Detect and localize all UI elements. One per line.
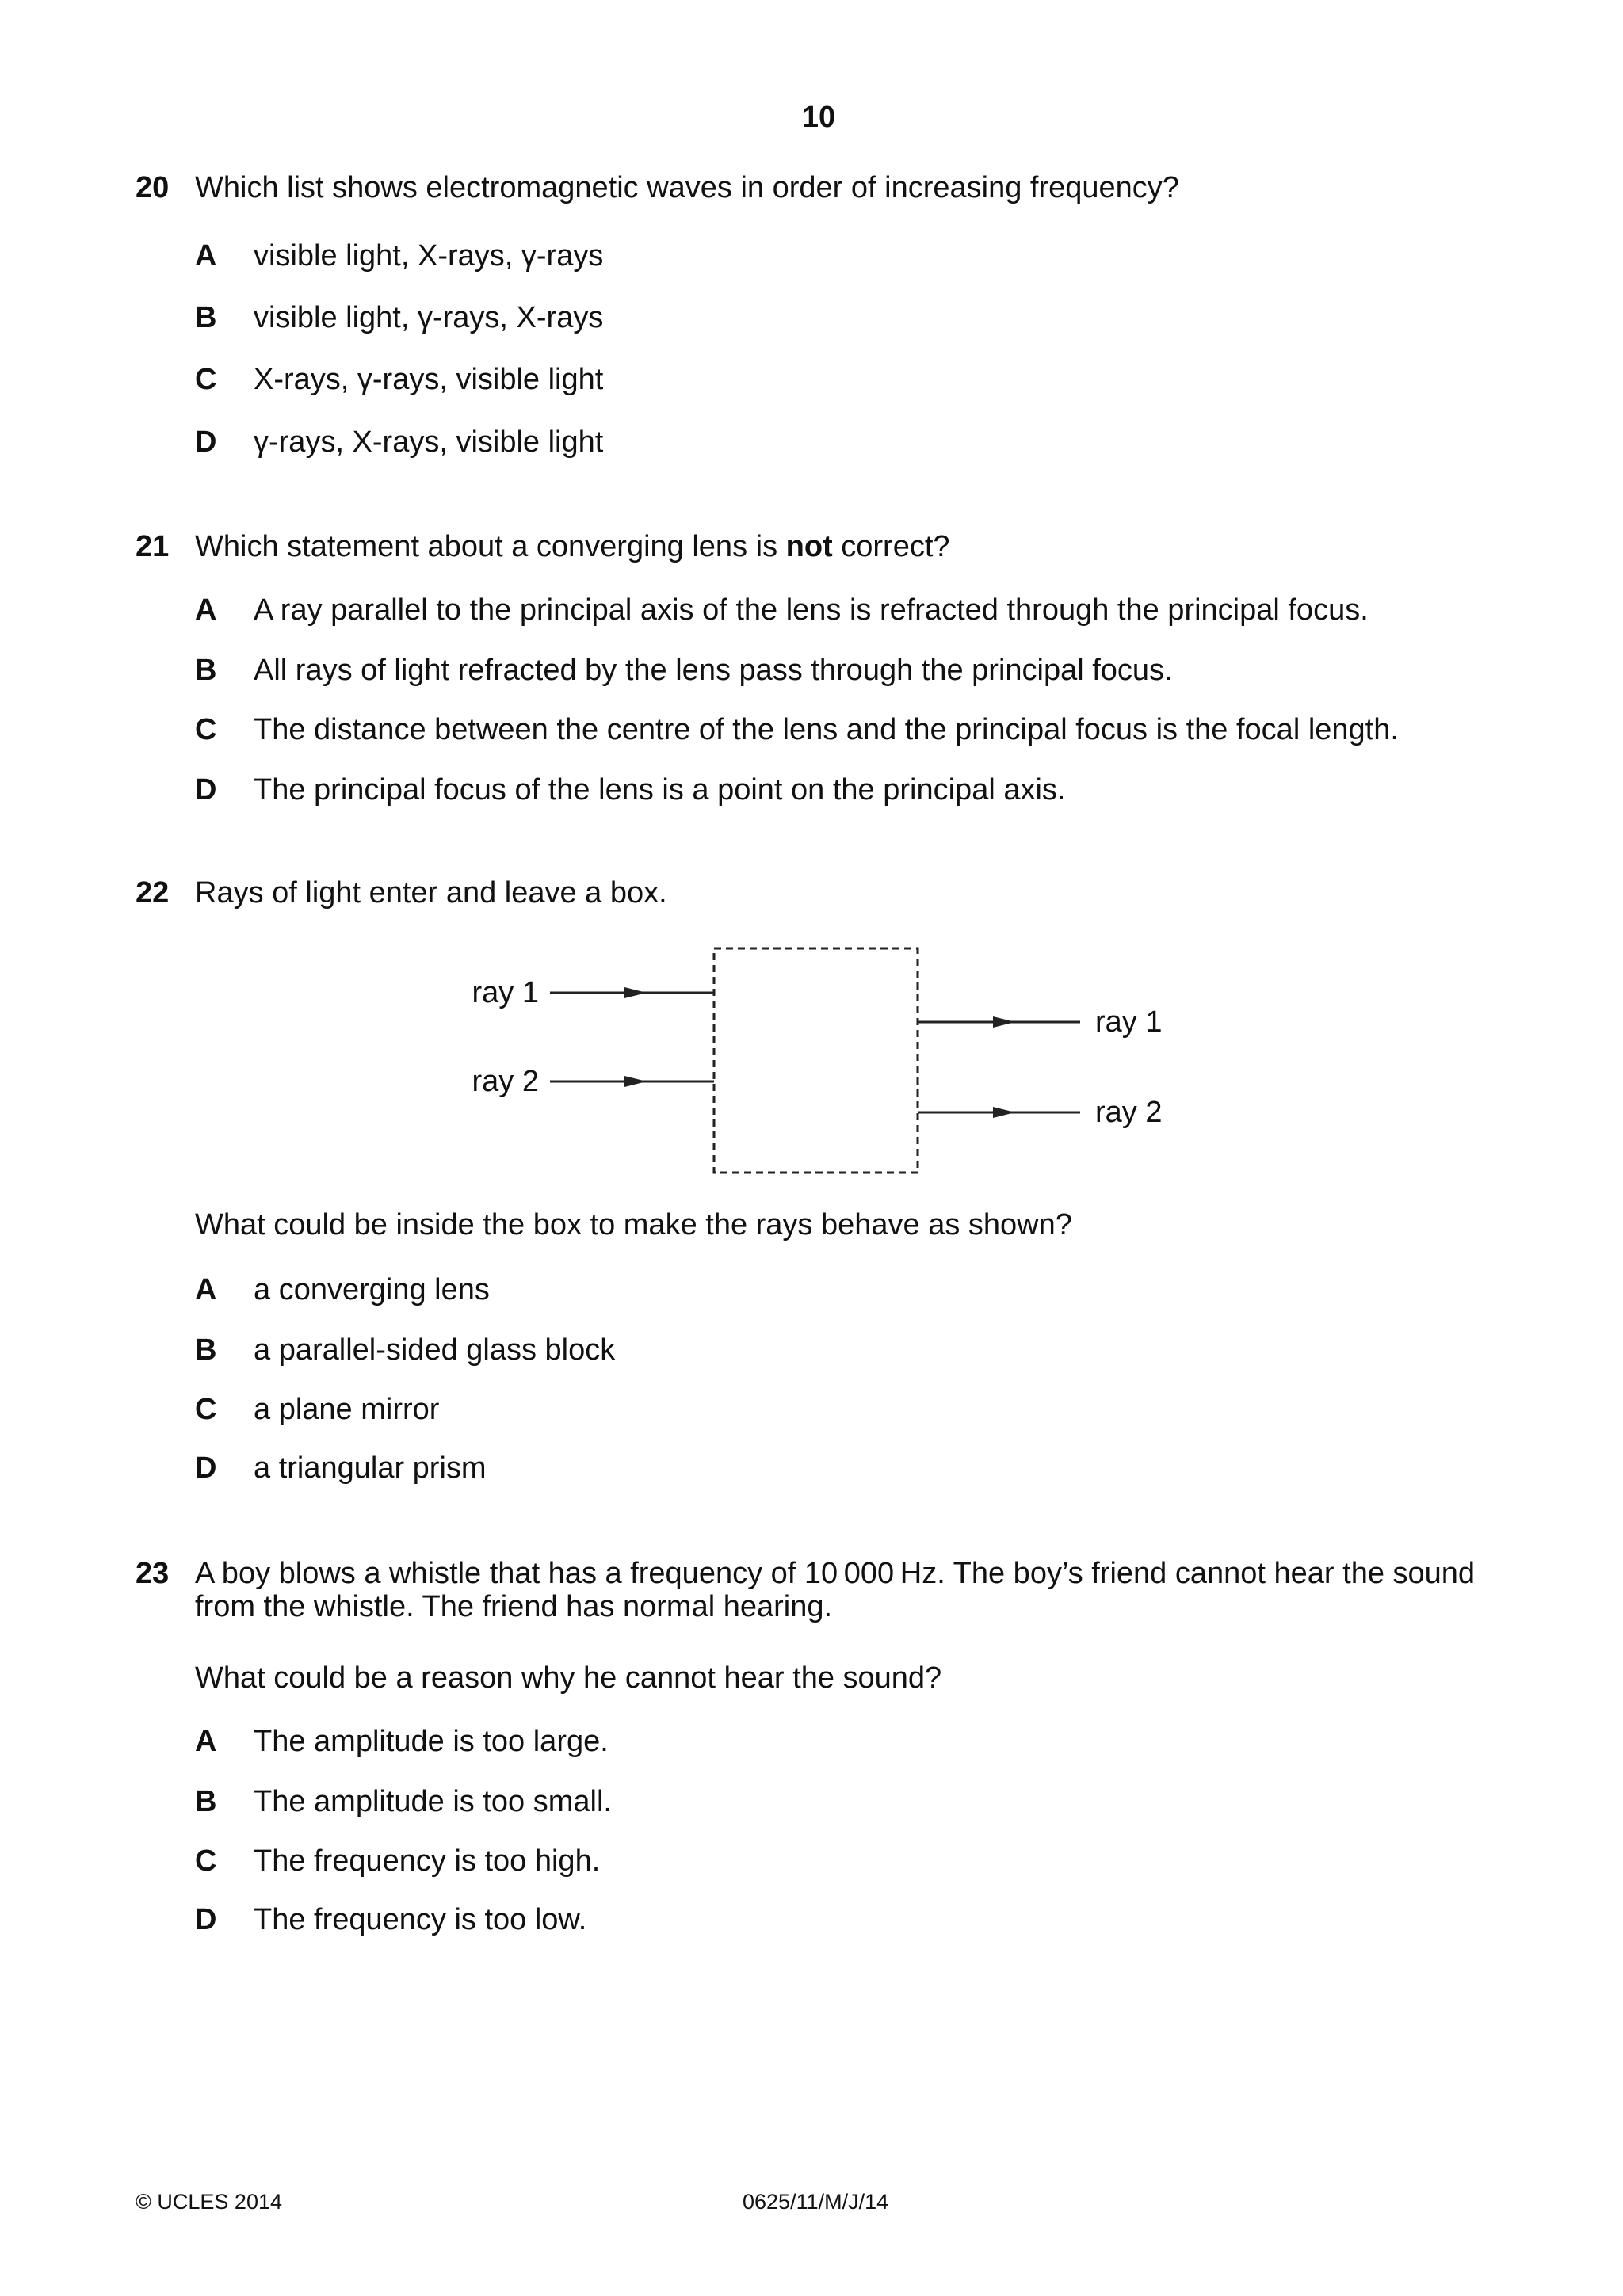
- option-letter: B: [195, 1333, 217, 1367]
- question-22-option-a: [195, 1272, 490, 1307]
- option-letter: D: [195, 425, 217, 459]
- incoming-ray-1-label: ray 1: [472, 976, 539, 1009]
- question-22-option-c: [195, 1392, 439, 1427]
- option-text: a parallel-sided glass block: [254, 1333, 616, 1367]
- outgoing-ray-1-label: ray 1: [1095, 1005, 1163, 1039]
- question-21-stem: [136, 529, 950, 564]
- incoming-ray-2-label: ray 2: [472, 1065, 539, 1098]
- option-letter: C: [195, 1844, 217, 1878]
- question-20-option-a: [195, 238, 603, 273]
- question-23-option-b: [195, 1784, 612, 1819]
- option-letter: C: [195, 1393, 217, 1426]
- option-text: a triangular prism: [254, 1451, 487, 1485]
- question-number: 22: [136, 876, 170, 910]
- option-letter: A: [195, 1725, 217, 1758]
- option-text: a plane mirror: [254, 1393, 440, 1426]
- option-text: The amplitude is too large.: [254, 1725, 609, 1758]
- question-20-option-b: [195, 300, 603, 335]
- dashed-box: [714, 948, 918, 1173]
- question-text-before: Which statement about a converging lens is: [195, 530, 786, 563]
- outgoing-ray-1-arrowhead: [993, 1016, 1015, 1028]
- question-21-option-c: [195, 712, 1399, 747]
- question-text-line-2: from the whistle. The friend has normal hearing.: [195, 1590, 833, 1623]
- option-letter: B: [195, 301, 217, 334]
- option-letter: C: [195, 713, 217, 746]
- option-text: The principal focus of the lens is a point on the principal axis.: [254, 773, 1066, 807]
- option-letter: C: [195, 363, 217, 396]
- option-letter: A: [195, 593, 217, 627]
- question-21-option-d: [195, 772, 1065, 807]
- outgoing-ray-2-arrowhead: [993, 1107, 1015, 1118]
- question-number: 21: [136, 530, 170, 563]
- question-21-option-b: [195, 653, 1173, 688]
- question-20-option-c: [195, 362, 603, 397]
- question-23-option-d: [195, 1902, 586, 1937]
- question-text-line-1: A boy blows a whistle that has a frequency of 10 000 Hz. The boy’s friend cannot hear the sound: [195, 1557, 1476, 1590]
- option-letter: B: [195, 1785, 217, 1818]
- question-22-option-d: [195, 1451, 487, 1486]
- option-text: All rays of light refracted by the lens pass through the principal focus.: [254, 654, 1173, 687]
- ray-box-diagram: [0, 919, 1623, 1204]
- question-23-stem: [136, 1556, 1475, 1591]
- option-letter: D: [195, 1451, 217, 1485]
- question-23-option-a: [195, 1724, 609, 1759]
- option-text: The distance between the centre of the lens and the principal focus is the focal length.: [254, 713, 1399, 746]
- question-21-option-a: [195, 593, 1369, 627]
- question-22-prompt: What could be inside the box to make the rays behave as shown?: [195, 1208, 1072, 1241]
- question-number: 20: [136, 171, 170, 204]
- question-20-option-d: [195, 425, 603, 460]
- question-text: Rays of light enter and leave a box.: [195, 876, 667, 910]
- question-23-prompt: What could be a reason why he cannot hear the sound?: [195, 1661, 942, 1695]
- option-letter: A: [195, 1273, 217, 1306]
- question-text: [195, 530, 950, 563]
- page-number: 10: [801, 101, 836, 134]
- question-text-after: correct?: [832, 530, 950, 563]
- incoming-ray-1-arrowhead: [624, 987, 647, 998]
- option-letter: A: [195, 239, 217, 273]
- question-20-stem: [136, 170, 1179, 205]
- option-text: visible light, γ-rays, X-rays: [254, 301, 604, 334]
- option-letter: D: [195, 1903, 217, 1936]
- outgoing-ray-2-label: ray 2: [1095, 1096, 1163, 1129]
- option-text: X-rays, γ-rays, visible light: [254, 363, 604, 396]
- option-text: visible light, X-rays, γ-rays: [254, 239, 604, 273]
- footer-paper-code: 0625/11/M/J/14: [743, 2190, 889, 2214]
- incoming-ray-2-arrowhead: [624, 1076, 647, 1087]
- question-23-option-c: [195, 1844, 600, 1878]
- footer-copyright: © UCLES 2014: [136, 2190, 282, 2214]
- question-22-stem: [136, 875, 667, 910]
- question-number: 23: [136, 1557, 170, 1590]
- option-text: A ray parallel to the principal axis of the lens is refracted through the principal focus.: [254, 593, 1369, 627]
- option-text: a converging lens: [254, 1273, 490, 1306]
- question-text: Which list shows electromagnetic waves in order of increasing frequency?: [195, 171, 1179, 204]
- option-text: The amplitude is too small.: [254, 1785, 612, 1818]
- option-text: The frequency is too high.: [254, 1844, 601, 1878]
- option-letter: D: [195, 773, 217, 807]
- option-letter: B: [195, 654, 217, 687]
- option-text: γ-rays, X-rays, visible light: [254, 425, 604, 459]
- option-text: The frequency is too low.: [254, 1903, 587, 1936]
- question-22-option-b: [195, 1333, 615, 1367]
- question-text-emphasis: not: [785, 530, 833, 563]
